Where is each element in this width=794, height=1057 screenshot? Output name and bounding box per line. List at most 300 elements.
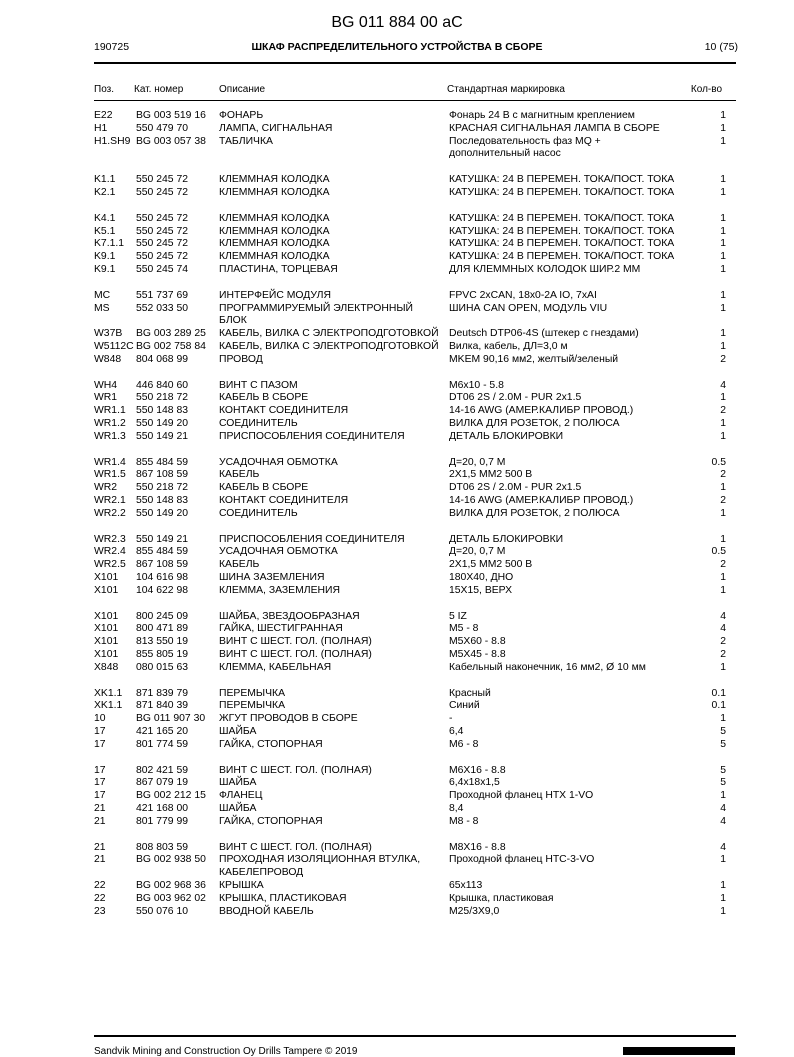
table-row <box>0 572 794 585</box>
cell-desc: УСАДОЧНАЯ ОБМОТКА <box>219 546 338 558</box>
cell-qty: 1 <box>720 661 726 673</box>
table-row <box>0 341 794 354</box>
table-row <box>0 328 794 341</box>
cell-std: Синий <box>449 700 480 712</box>
cell-cat: 867 108 59 <box>136 469 189 481</box>
table-row <box>0 213 794 226</box>
cell-cat: 550 148 83 <box>136 405 189 417</box>
cell-std: ДЛЯ КЛЕММНЫХ КОЛОДОК ШИР.2 ММ <box>449 264 641 275</box>
cell-pos: 17 <box>94 738 106 750</box>
cell-pos: 10 <box>94 713 106 725</box>
cell-cat: BG 002 968 36 <box>136 880 206 891</box>
table-row <box>0 585 794 598</box>
cell-desc: КЛЕММНАЯ КОЛОДКА <box>219 238 330 250</box>
cell-std: M6 - 8 <box>449 738 479 750</box>
cell-pos: 22 <box>94 892 106 904</box>
cell-std: ДЕТАЛЬ БЛОКИРОВКИ <box>449 430 564 442</box>
cell-pos: MC <box>94 289 111 301</box>
cell-std: MKEM 90,16 мм2, желтый/зеленый <box>449 353 619 365</box>
cell-pos: XK1.1 <box>94 687 123 699</box>
cell-qty: 4 <box>720 803 726 814</box>
cell-qty: 5 <box>720 738 726 750</box>
cell-std: Deutsch DTP06-4S (штекер с гнездами) <box>449 328 639 340</box>
cell-qty: 1 <box>720 905 726 917</box>
cell-pos: WR1.5 <box>94 469 126 481</box>
cell-std: Д=20, 0,7 М <box>449 546 506 558</box>
table-row <box>0 457 794 470</box>
cell-std: КАТУШКА: 24 В ПЕРЕМЕН. ТОКА/ПОСТ. ТОКА <box>449 238 675 250</box>
cell-desc: ПРИСПОСОБЛЕНИЯ СОЕДИНИТЕЛЯ <box>219 430 405 442</box>
cell-cat: 104 622 98 <box>136 584 189 596</box>
cell-pos: 17 <box>94 726 106 737</box>
cell-cat: 080 015 63 <box>136 661 189 673</box>
cell-std: Д=20, 0,7 М <box>449 456 506 468</box>
cell-desc: КРЫШКА <box>219 880 264 891</box>
table-row <box>0 238 794 251</box>
cell-qty: 1 <box>720 302 726 314</box>
cell-desc: ГАЙКА, СТОПОРНАЯ <box>219 738 323 750</box>
cell-std: M6X16 - 8.8 <box>449 764 506 776</box>
cell-desc: ШАЙБА, ЗВЕЗДООБРАЗНАЯ <box>219 610 360 622</box>
table-row <box>0 688 794 701</box>
cell-cat: 800 245 09 <box>136 610 189 622</box>
column-header-qty: Кол-во <box>690 84 722 95</box>
cell-std: Крышка, пластиковая <box>449 892 554 904</box>
cell-desc: ЛАМПА, СИГНАЛЬНАЯ <box>219 122 333 134</box>
cell-std: 65x113 <box>449 880 483 891</box>
cell-std: Вилка, кабель, ДЛ=3,0 м <box>449 341 568 352</box>
table-row <box>0 251 794 264</box>
cell-qty: 0.1 <box>711 700 726 712</box>
cell-qty: 1 <box>720 135 726 147</box>
cell-cat: 550 149 20 <box>136 507 189 519</box>
document-date: 190725 <box>94 41 130 53</box>
table-row <box>0 469 794 482</box>
table-row <box>0 739 794 752</box>
cell-pos: K2.1 <box>94 187 116 198</box>
cell-pos: MS <box>94 302 110 314</box>
cell-cat: 813 550 19 <box>136 636 189 648</box>
cell-cat: 550 245 72 <box>136 212 189 224</box>
table-row <box>0 303 794 329</box>
cell-qty: 2 <box>720 469 726 481</box>
sandvik-logo <box>623 1047 735 1055</box>
cell-pos: 22 <box>94 880 106 891</box>
cell-cat: 804 068 99 <box>136 353 189 365</box>
cell-qty: 1 <box>720 251 726 263</box>
table-row <box>0 649 794 662</box>
footer-copyright: Sandvik Mining and Construction Oy Drills Tampere © 2019 <box>94 1046 358 1057</box>
cell-std: Проходной фланец HTC-3-VO <box>449 854 595 866</box>
page-number: 10 (75) <box>704 41 738 53</box>
cell-qty: 1 <box>720 187 726 198</box>
cell-std: 6,4x18x1,5 <box>449 777 500 789</box>
table-row <box>0 495 794 508</box>
cell-qty: 1 <box>720 238 726 250</box>
cell-pos: E22 <box>94 110 113 121</box>
cell-std: M5X45 - 8.8 <box>449 649 506 660</box>
cell-pos: K1.1 <box>94 174 116 186</box>
cell-std: DT06 2S / 2.0M - PUR 2x1.5 <box>449 482 582 494</box>
cell-std: КАТУШКА: 24 В ПЕРЕМЕН. ТОКА/ПОСТ. ТОКА <box>449 174 675 186</box>
table-row <box>0 226 794 239</box>
cell-cat: 421 165 20 <box>136 726 189 737</box>
cell-cat: 552 033 50 <box>136 302 189 314</box>
cell-pos: X101 <box>94 572 119 583</box>
table-row <box>0 726 794 739</box>
cell-std: 6,4 <box>449 726 464 737</box>
cell-cat: 871 839 79 <box>136 687 189 699</box>
cell-std: 2X1,5 MM2 500 В <box>449 559 533 571</box>
cell-cat: 550 245 72 <box>136 251 189 263</box>
cell-std: - <box>449 713 453 725</box>
cell-pos: X101 <box>94 610 119 622</box>
cell-std: 14-16 AWG (АМЕР.КАЛИБР ПРОВОД.) <box>449 495 634 506</box>
cell-desc: ПРОВОД <box>219 353 263 365</box>
cell-std: DT06 2S / 2.0M - PUR 2x1.5 <box>449 392 582 404</box>
cell-pos: W5112C <box>94 341 134 352</box>
cell-pos: WR1.1 <box>94 405 126 417</box>
table-row <box>0 880 794 893</box>
cell-qty: 4 <box>720 379 726 391</box>
cell-desc: КАБЕЛЬ В СБОРЕ <box>219 482 309 494</box>
cell-desc: ПЕРЕМЫЧКА <box>219 687 286 699</box>
cell-cat: 801 779 99 <box>136 815 189 827</box>
cell-cat: 550 245 72 <box>136 238 189 250</box>
cell-qty: 1 <box>720 289 726 301</box>
table-row <box>0 174 794 187</box>
cell-pos: K7.1.1 <box>94 238 125 250</box>
cell-desc: ПРОХОДНАЯ ИЗОЛЯЦИОННАЯ ВТУЛКА, <box>219 854 421 866</box>
table-row <box>0 123 794 136</box>
cell-cat: 867 079 19 <box>136 777 189 789</box>
cell-cat: 800 471 89 <box>136 623 189 635</box>
cell-qty: 2 <box>720 405 726 417</box>
cell-desc: ГАЙКА, ШЕСТИГРАННАЯ <box>219 623 343 635</box>
cell-qty: 1 <box>720 892 726 904</box>
cell-desc: КЛЕММА, ЗАЗЕМЛЕНИЯ <box>219 584 340 596</box>
cell-qty: 4 <box>720 623 726 635</box>
cell-pos: 17 <box>94 764 106 776</box>
cell-pos: K9.1 <box>94 251 116 263</box>
cell-qty: 1 <box>720 854 726 866</box>
bottom-rule <box>94 1035 736 1037</box>
table-row <box>0 713 794 726</box>
cell-std: 8,4 <box>449 803 464 814</box>
cell-qty: 5 <box>720 726 726 737</box>
cell-desc: КАБЕЛЕПРОВОД <box>219 867 304 879</box>
cell-desc: ГАЙКА, СТОПОРНАЯ <box>219 815 323 827</box>
cell-cat: 550 245 72 <box>136 174 189 186</box>
cell-cat: 104 616 98 <box>136 572 189 583</box>
cell-pos: X101 <box>94 584 119 596</box>
cell-cat: BG 002 212 15 <box>136 790 206 802</box>
cell-qty: 1 <box>720 110 726 121</box>
table-row <box>0 546 794 559</box>
cell-cat: 551 737 69 <box>136 289 189 301</box>
cell-pos: 21 <box>94 854 106 866</box>
table-row <box>0 136 794 162</box>
cell-std: КАТУШКА: 24 В ПЕРЕМЕН. ТОКА/ПОСТ. ТОКА <box>449 212 675 224</box>
cell-std: дополнительный насос <box>449 148 561 160</box>
cell-std: 180X40, ДНО <box>449 572 514 583</box>
cell-desc: КЛЕММНАЯ КОЛОДКА <box>219 174 330 186</box>
cell-cat: 550 245 72 <box>136 225 189 237</box>
cell-cat: 550 149 21 <box>136 533 189 545</box>
cell-qty: 2 <box>720 495 726 506</box>
table-row <box>0 636 794 649</box>
cell-cat: 421 168 00 <box>136 803 189 814</box>
table-row <box>0 842 794 855</box>
cell-qty: 0.5 <box>711 456 726 468</box>
cell-cat: 550 245 72 <box>136 187 189 198</box>
cell-pos: WR2.4 <box>94 546 126 558</box>
cell-std: M5X60 - 8.8 <box>449 636 506 648</box>
table-row <box>0 777 794 790</box>
cell-cat: 550 149 21 <box>136 430 189 442</box>
cell-std: КАТУШКА: 24 В ПЕРЕМЕН. ТОКА/ПОСТ. ТОКА <box>449 187 675 198</box>
cell-pos: XK1.1 <box>94 700 123 712</box>
table-row <box>0 482 794 495</box>
table-row <box>0 611 794 624</box>
cell-desc: СОЕДИНИТЕЛЬ <box>219 507 298 519</box>
cell-qty: 1 <box>720 790 726 802</box>
cell-std: КАТУШКА: 24 В ПЕРЕМЕН. ТОКА/ПОСТ. ТОКА <box>449 251 675 263</box>
cell-std: ВИЛКА ДЛЯ РОЗЕТОК, 2 ПОЛЮСА <box>449 507 620 519</box>
cell-std: M25/3X9,0 <box>449 905 500 917</box>
cell-pos: 21 <box>94 803 106 814</box>
cell-qty: 1 <box>720 392 726 404</box>
column-header-std: Стандартная маркировка <box>447 84 565 95</box>
cell-desc: ШАЙБА <box>219 777 257 789</box>
table-row <box>0 893 794 906</box>
cell-pos: 21 <box>94 841 106 853</box>
cell-desc: БЛОК <box>219 315 247 327</box>
cell-desc: ВИНТ С ШЕСТ. ГОЛ. (ПОЛНАЯ) <box>219 841 372 853</box>
cell-pos: WR2.1 <box>94 495 126 506</box>
cell-cat: 550 149 20 <box>136 418 189 429</box>
cell-desc: КОНТАКТ СОЕДИНИТЕЛЯ <box>219 405 349 417</box>
cell-pos: K5.1 <box>94 225 116 237</box>
cell-qty: 1 <box>720 533 726 545</box>
cell-std: FPVC 2xCAN, 18x0-2A IO, 7xAI <box>449 289 597 301</box>
cell-qty: 2 <box>720 353 726 365</box>
cell-pos: K9.1 <box>94 264 116 275</box>
cell-desc: ВВОДНОЙ КАБЕЛЬ <box>219 905 314 917</box>
cell-cat: BG 003 519 16 <box>136 110 206 121</box>
cell-qty: 1 <box>720 418 726 429</box>
cell-std: Последовательность фаз MQ + <box>449 135 601 147</box>
cell-desc: ВИНТ С ПАЗОМ <box>219 379 298 391</box>
cell-std: 2X1,5 MM2 500 В <box>449 469 533 481</box>
cell-qty: 1 <box>720 572 726 583</box>
cell-desc: ИНТЕРФЕЙС МОДУЛЯ <box>219 289 331 301</box>
table-row <box>0 392 794 405</box>
cell-std: M8X16 - 8.8 <box>449 841 506 853</box>
cell-pos: WR2.2 <box>94 507 126 519</box>
cell-desc: ВИНТ С ШЕСТ. ГОЛ. (ПОЛНАЯ) <box>219 649 372 660</box>
cell-pos: H1 <box>94 122 108 134</box>
cell-pos: WR2.3 <box>94 533 126 545</box>
column-header-cat: Кат. номер <box>134 84 184 95</box>
table-row <box>0 405 794 418</box>
cell-desc: ШАЙБА <box>219 726 257 737</box>
cell-cat: 550 479 70 <box>136 122 189 134</box>
cell-pos: H1.SH9 <box>94 135 131 147</box>
cell-pos: WH4 <box>94 379 118 391</box>
table-row <box>0 906 794 919</box>
cell-qty: 1 <box>720 174 726 186</box>
cell-desc: КАБЕЛЬ В СБОРЕ <box>219 392 309 404</box>
top-rule <box>94 62 736 64</box>
cell-std: Фонарь 24 В с магнитным креплением <box>449 110 635 121</box>
cell-qty: 1 <box>720 507 726 519</box>
cell-desc: ПЛАСТИНА, ТОРЦЕВАЯ <box>219 264 338 275</box>
cell-std: КАТУШКА: 24 В ПЕРЕМЕН. ТОКА/ПОСТ. ТОКА <box>449 225 675 237</box>
cell-desc: УСАДОЧНАЯ ОБМОТКА <box>219 456 338 468</box>
cell-std: ДЕТАЛЬ БЛОКИРОВКИ <box>449 533 564 545</box>
cell-cat: 808 803 59 <box>136 841 189 853</box>
cell-std: ВИЛКА ДЛЯ РОЗЕТОК, 2 ПОЛЮСА <box>449 418 620 429</box>
table-row <box>0 264 794 277</box>
cell-qty: 1 <box>720 122 726 134</box>
cell-desc: КАБЕЛЬ <box>219 469 260 481</box>
cell-pos: WR2 <box>94 482 118 494</box>
cell-desc: КЛЕММНАЯ КОЛОДКА <box>219 212 330 224</box>
cell-qty: 1 <box>720 264 726 275</box>
cell-pos: X101 <box>94 636 119 648</box>
document-number: BG 011 884 00 aC <box>331 14 463 31</box>
cell-desc: КАБЕЛЬ, ВИЛКА С ЭЛЕКТРОПОДГОТОВКОЙ <box>219 341 439 352</box>
cell-cat: BG 002 758 84 <box>136 341 206 352</box>
cell-qty: 1 <box>720 482 726 494</box>
table-row <box>0 662 794 675</box>
cell-std: M5 - 8 <box>449 623 479 635</box>
cell-qty: 5 <box>720 777 726 789</box>
cell-qty: 2 <box>720 636 726 648</box>
cell-qty: 1 <box>720 328 726 340</box>
cell-qty: 4 <box>720 841 726 853</box>
cell-desc: КЛЕММНАЯ КОЛОДКА <box>219 225 330 237</box>
table-row <box>0 187 794 200</box>
cell-cat: 550 245 74 <box>136 264 189 275</box>
cell-pos: WR2.5 <box>94 559 126 571</box>
table-row <box>0 559 794 572</box>
cell-cat: 550 148 83 <box>136 495 189 506</box>
cell-desc: КРЫШКА, ПЛАСТИКОВАЯ <box>219 892 347 904</box>
cell-desc: СОЕДИНИТЕЛЬ <box>219 418 298 429</box>
cell-std: Красный <box>449 687 491 699</box>
cell-desc: ПРИСПОСОБЛЕНИЯ СОЕДИНИТЕЛЯ <box>219 533 405 545</box>
document-title: ШКАФ РАСПРЕДЕЛИТЕЛЬНОГО УСТРОЙСТВА В СБОРЕ <box>251 41 543 53</box>
cell-cat: BG 003 057 38 <box>136 135 206 147</box>
cell-desc: КЛЕММНАЯ КОЛОДКА <box>219 251 330 263</box>
cell-qty: 1 <box>720 341 726 352</box>
table-row <box>0 354 794 367</box>
cell-std: 15X15, ВЕРХ <box>449 584 513 596</box>
cell-desc: ЖГУТ ПРОВОДОВ В СБОРЕ <box>219 713 358 725</box>
table-row <box>0 110 794 123</box>
cell-cat: 855 484 59 <box>136 456 189 468</box>
cell-qty: 0.5 <box>711 546 726 558</box>
cell-desc: КЛЕММА, КАБЕЛЬНАЯ <box>219 661 332 673</box>
cell-std: 14-16 AWG (АМЕР.КАЛИБР ПРОВОД.) <box>449 405 634 417</box>
cell-std: Проходной фланец HTX 1-VO <box>449 790 594 802</box>
cell-desc: ТАБЛИЧКА <box>219 135 273 147</box>
cell-pos: 17 <box>94 790 106 802</box>
cell-desc: ШАЙБА <box>219 803 257 814</box>
cell-cat: BG 002 938 50 <box>136 854 206 866</box>
cell-qty: 2 <box>720 559 726 571</box>
cell-pos: X101 <box>94 649 119 660</box>
cell-pos: WR1.3 <box>94 430 126 442</box>
cell-qty: 4 <box>720 815 726 827</box>
cell-desc: ВИНТ С ШЕСТ. ГОЛ. (ПОЛНАЯ) <box>219 636 372 648</box>
cell-qty: 1 <box>720 880 726 891</box>
cell-desc: ФЛАНЕЦ <box>219 790 263 802</box>
header-rule <box>94 100 736 101</box>
cell-pos: X848 <box>94 661 119 673</box>
cell-desc: КОНТАКТ СОЕДИНИТЕЛЯ <box>219 495 349 506</box>
cell-desc: ПЕРЕМЫЧКА <box>219 700 286 712</box>
cell-desc: ПРОГРАММИРУЕМЫЙ ЭЛЕКТРОННЫЙ <box>219 302 413 314</box>
table-row <box>0 765 794 778</box>
cell-cat: 550 218 72 <box>136 392 189 404</box>
cell-desc: ШИНА ЗАЗЕМЛЕНИЯ <box>219 572 325 583</box>
cell-cat: 855 484 59 <box>136 546 189 558</box>
cell-std: 5 IZ <box>449 610 467 622</box>
cell-pos: 23 <box>94 905 106 917</box>
table-row <box>0 508 794 521</box>
cell-pos: WR1.2 <box>94 418 126 429</box>
cell-cat: 446 840 60 <box>136 379 189 391</box>
cell-desc: КЛЕММНАЯ КОЛОДКА <box>219 187 330 198</box>
cell-pos: 21 <box>94 815 106 827</box>
cell-cat: 550 218 72 <box>136 482 189 494</box>
cell-pos: 17 <box>94 777 106 789</box>
cell-qty: 4 <box>720 610 726 622</box>
table-row <box>0 418 794 431</box>
cell-qty: 5 <box>720 764 726 776</box>
cell-qty: 1 <box>720 212 726 224</box>
cell-pos: X101 <box>94 623 119 635</box>
cell-qty: 0.1 <box>711 687 726 699</box>
cell-std: Кабельный наконечник, 16 мм2, Ø 10 мм <box>449 661 646 673</box>
cell-desc: КАБЕЛЬ, ВИЛКА С ЭЛЕКТРОПОДГОТОВКОЙ <box>219 328 439 340</box>
cell-cat: 801 774 59 <box>136 738 189 750</box>
table-row <box>0 700 794 713</box>
cell-cat: BG 003 962 02 <box>136 892 206 904</box>
table-row <box>0 790 794 803</box>
table-row <box>0 534 794 547</box>
table-row <box>0 380 794 393</box>
table-row <box>0 290 794 303</box>
cell-qty: 1 <box>720 430 726 442</box>
cell-qty: 2 <box>720 649 726 660</box>
cell-cat: BG 011 907 30 <box>136 713 206 725</box>
cell-cat: 855 805 19 <box>136 649 189 660</box>
cell-pos: W848 <box>94 353 122 365</box>
cell-pos: WR1.4 <box>94 456 126 468</box>
table-row <box>0 623 794 636</box>
cell-qty: 1 <box>720 225 726 237</box>
column-header-pos: Поз. <box>94 84 114 95</box>
cell-pos: K4.1 <box>94 212 116 224</box>
column-header-desc: Описание <box>219 84 266 95</box>
cell-desc: ФОНАРЬ <box>219 110 264 121</box>
cell-cat: 871 840 39 <box>136 700 189 712</box>
cell-cat: BG 003 289 25 <box>136 328 206 340</box>
